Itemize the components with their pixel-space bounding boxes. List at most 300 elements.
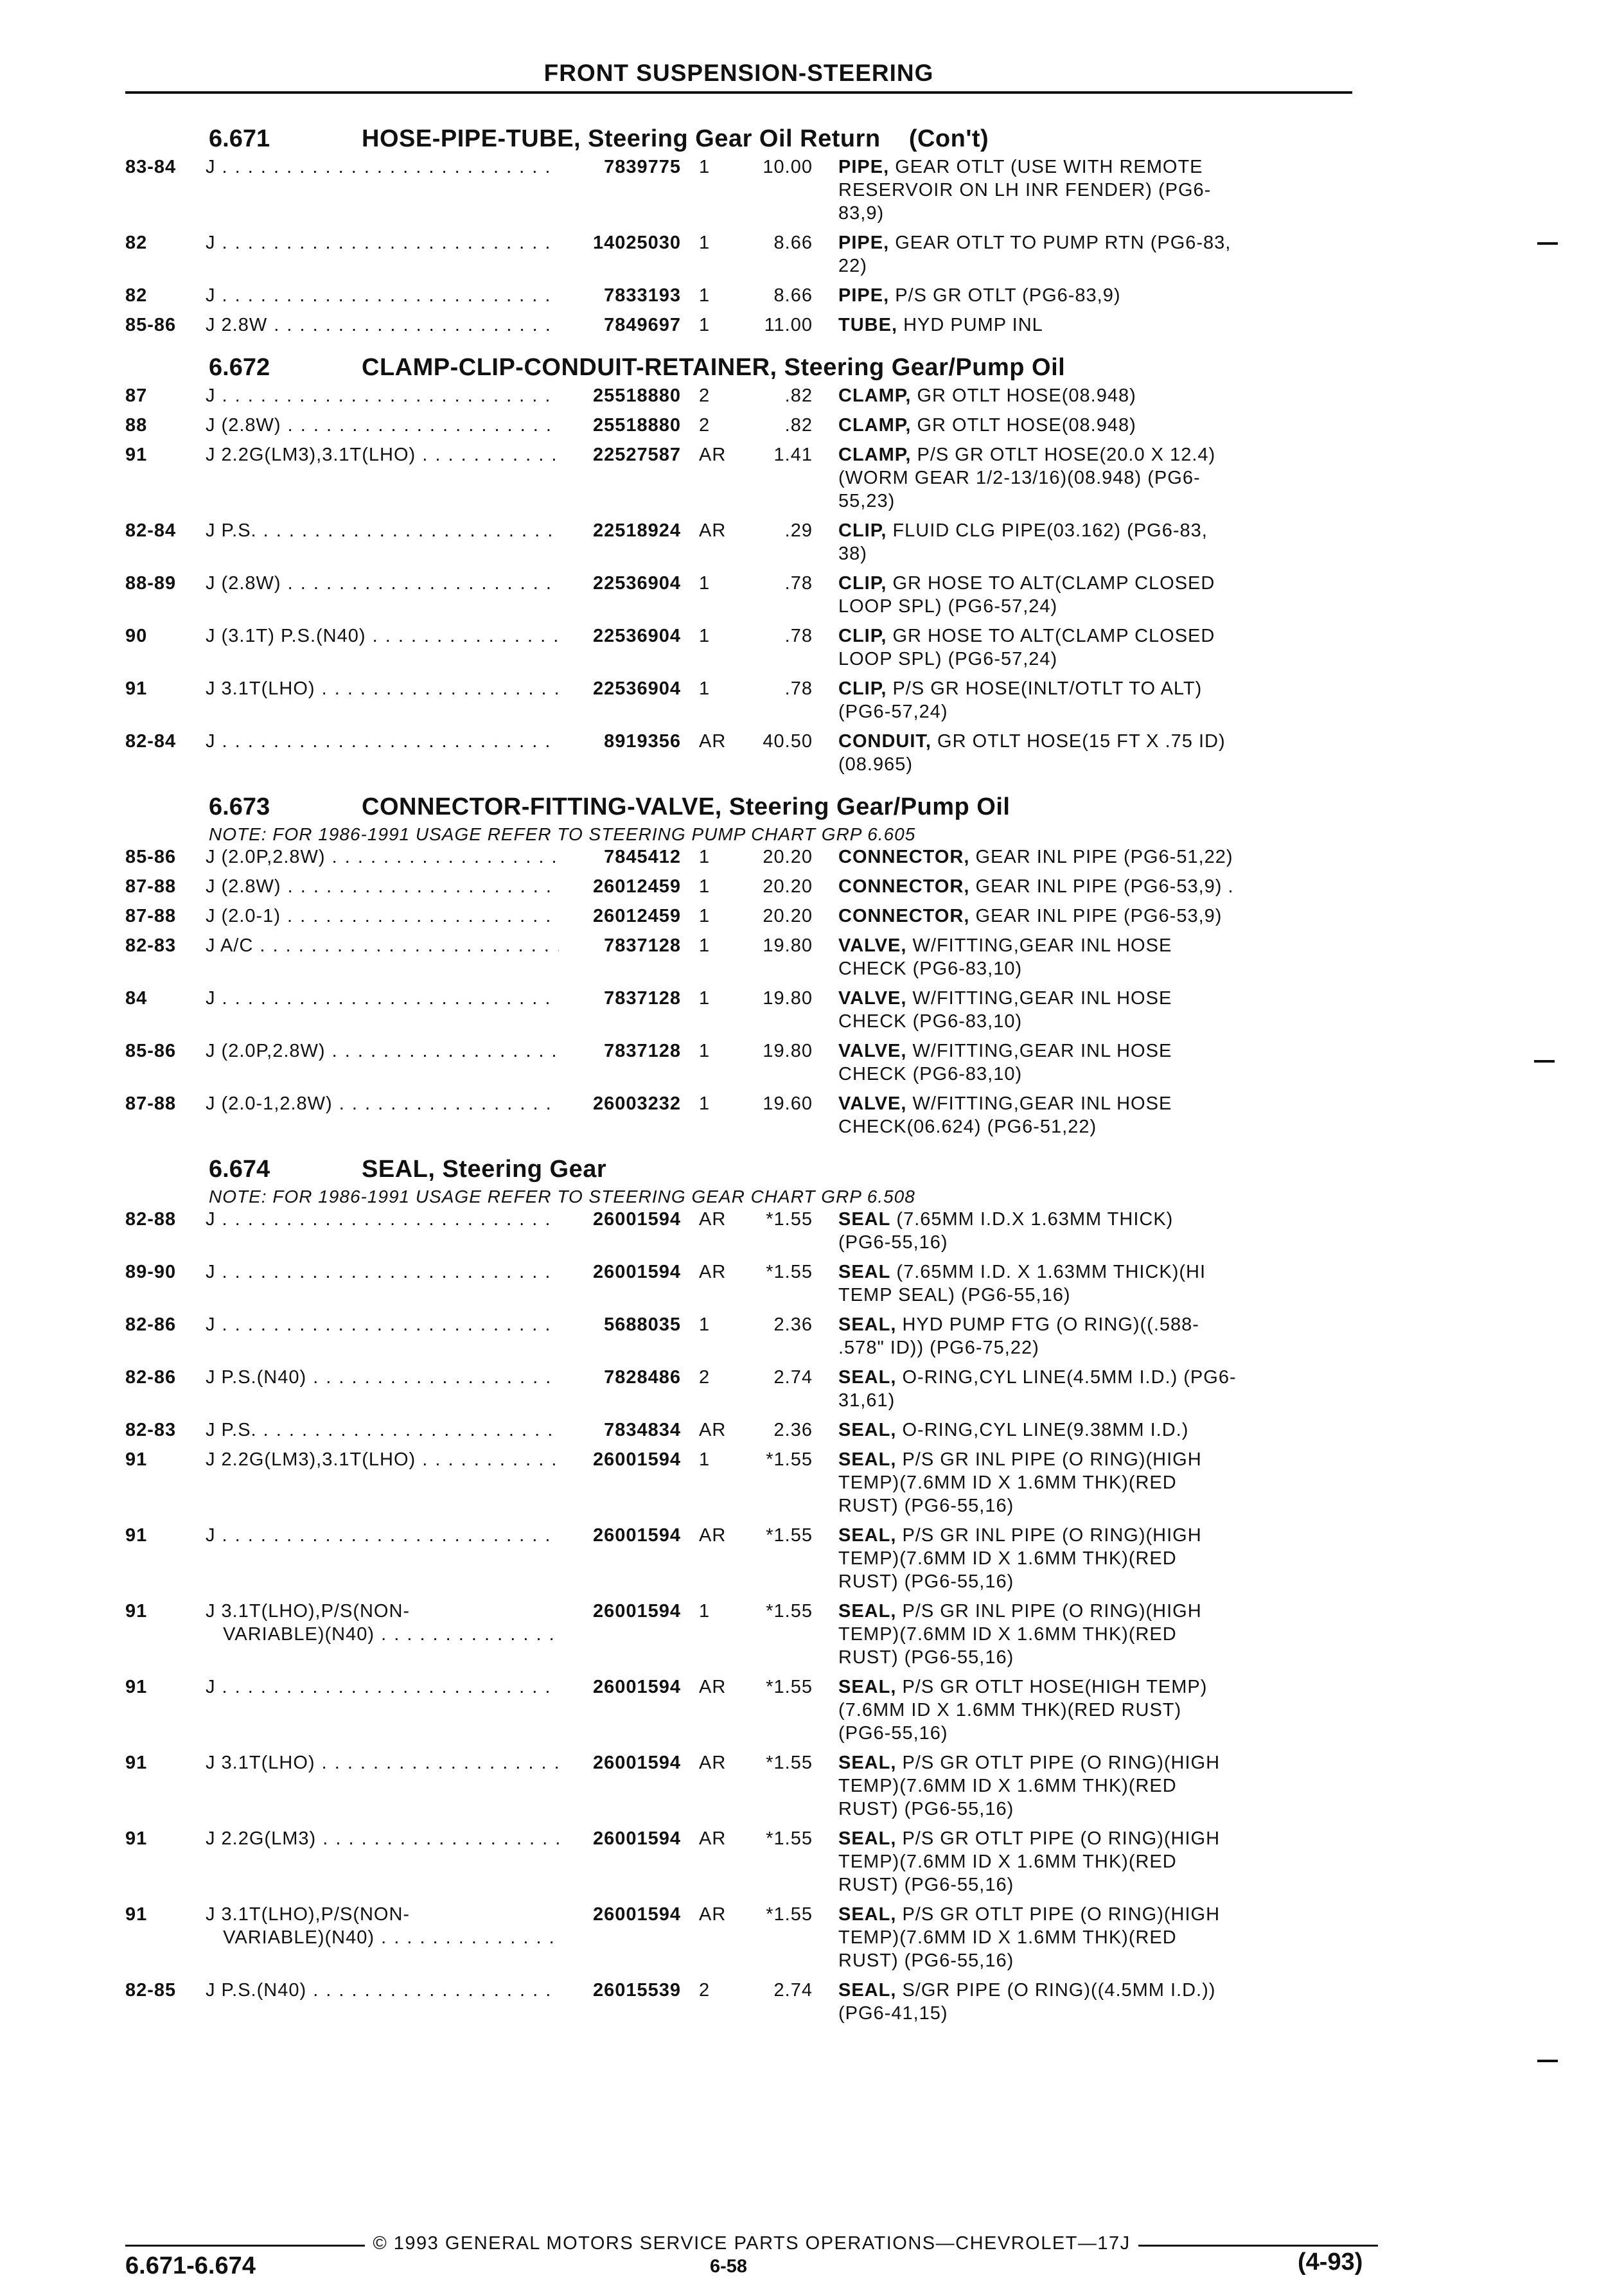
part-type: SEAL,	[838, 1420, 897, 1440]
quantity: AR	[699, 1828, 727, 1849]
part-type: SEAL,	[838, 1677, 897, 1697]
part-detail: P/S GR INL PIPE (O RING)(HIGH TEMP)(7.6MM ID X 1.6MM THK)(RED RUST) (PG6-55,16)	[838, 1525, 1202, 1592]
model-year: 90	[125, 626, 148, 646]
part-detail: P/S GR INL PIPE (O RING)(HIGH TEMP)(7.6MM ID X 1.6MM THK)(RED RUST) (PG6-55,16)	[838, 1601, 1202, 1668]
part-row	[125, 1903, 1365, 1972]
part-type: CONNECTOR,	[838, 847, 970, 867]
model-applicability: J . . .	[206, 987, 559, 1033]
part-row	[125, 1751, 1365, 1821]
part-number: 7839775	[604, 157, 681, 177]
part-description	[813, 1313, 1365, 1359]
model-year: 91	[125, 1677, 148, 1697]
model-applicability: J 2.2G(LM3) . . .	[206, 1827, 559, 1896]
quantity: 1	[699, 1041, 710, 1061]
model-year: 91	[125, 1904, 148, 1925]
part-number: 26001594	[592, 1449, 681, 1470]
part-description	[813, 845, 1365, 869]
price: *1.55	[766, 1677, 813, 1697]
model-year: 91	[125, 445, 148, 465]
quantity: 1	[699, 233, 710, 253]
quantity: 1	[699, 315, 710, 335]
part-row	[125, 284, 1365, 307]
part-number: 14025030	[592, 233, 681, 253]
quantity: AR	[699, 1262, 727, 1282]
part-row	[125, 1260, 1365, 1307]
part-description	[813, 519, 1365, 565]
price: *1.55	[766, 1828, 813, 1849]
part-type: CONDUIT,	[838, 731, 931, 752]
quantity: AR	[699, 1904, 727, 1925]
model-year: 82-83	[125, 1420, 177, 1440]
part-detail: W/FITTING,GEAR INL HOSE CHECK (PG6-83,10)	[838, 988, 1172, 1032]
part-number: 7849697	[604, 315, 681, 335]
model-applicability: J 2.2G(LM3),3.1T(LHO) . . .	[206, 443, 559, 513]
section-title: SEAL, Steering Gear	[362, 1156, 607, 1183]
part-row	[125, 1675, 1365, 1745]
part-row	[125, 1979, 1365, 2025]
part-row	[125, 845, 1365, 869]
part-description	[813, 905, 1365, 928]
section-heading	[209, 351, 1365, 384]
part-row	[125, 1418, 1365, 1442]
part-description	[813, 1675, 1365, 1745]
model-year: 83-84	[125, 157, 177, 177]
part-type: CONNECTOR,	[838, 876, 970, 897]
part-description	[813, 1448, 1365, 1517]
model-applicability: J P.S. . . .	[206, 519, 559, 565]
part-description	[813, 1827, 1365, 1896]
part-detail: HYD PUMP FTG (O RING)((.588- .578" ID)) (PG6-75,22)	[838, 1314, 1199, 1358]
model-year: 91	[125, 1828, 148, 1849]
part-number: 26015539	[592, 1980, 681, 2001]
price: 8.66	[773, 233, 813, 253]
part-type: CONNECTOR,	[838, 906, 970, 926]
part-row	[125, 987, 1365, 1033]
model-year: 91	[125, 1449, 148, 1470]
price: 20.20	[763, 847, 813, 867]
part-number: 26012459	[592, 876, 681, 897]
part-detail: P/S GR INL PIPE (O RING)(HIGH TEMP)(7.6MM ID X 1.6MM THK)(RED RUST) (PG6-55,16)	[838, 1449, 1202, 1516]
part-description	[813, 1208, 1365, 1254]
part-description	[813, 572, 1365, 618]
quantity: AR	[699, 1753, 727, 1773]
part-description	[813, 1092, 1365, 1138]
price: 8.66	[773, 285, 813, 306]
part-row	[125, 730, 1365, 776]
part-row	[125, 1208, 1365, 1254]
part-row	[125, 231, 1365, 278]
part-detail: GR HOSE TO ALT(CLAMP CLOSED LOOP SPL) (PG6-57,24)	[838, 626, 1215, 669]
part-number: 22536904	[592, 678, 681, 699]
part-detail: GEAR INL PIPE (PG6-53,9) .	[975, 876, 1234, 897]
part-description	[813, 1039, 1365, 1086]
part-number: 26001594	[592, 1753, 681, 1773]
quantity: 1	[699, 847, 710, 867]
model-year: 87-88	[125, 1093, 177, 1114]
part-type: CLIP,	[838, 573, 887, 594]
part-detail: GEAR OTLT TO PUMP RTN (PG6-83, 22)	[838, 233, 1231, 276]
part-type: SEAL,	[838, 1449, 897, 1470]
part-number: 26012459	[592, 906, 681, 926]
page-title: FRONT SUSPENSION-STEERING	[125, 55, 1352, 94]
model-applicability: J . . .	[206, 1524, 559, 1593]
part-row	[125, 1366, 1365, 1412]
model-year: 84	[125, 988, 148, 1009]
part-row	[125, 905, 1365, 928]
model-applicability: J A/C . . .	[206, 934, 559, 980]
part-description	[813, 987, 1365, 1033]
section-number: 6.673	[209, 793, 270, 820]
part-description	[813, 414, 1365, 437]
section-title: HOSE-PIPE-TUBE, Steering Gear Oil Return (Con't)	[362, 125, 989, 152]
model-applicability: J . . .	[206, 1260, 559, 1307]
model-year: 91	[125, 1753, 148, 1773]
quantity: 2	[699, 1367, 710, 1388]
price: 2.74	[773, 1367, 813, 1388]
part-detail: GR OTLT HOSE(15 FT X .75 ID) (08.965)	[838, 731, 1226, 775]
model-applicability: J . . .	[206, 231, 559, 278]
model-applicability: J . . .	[206, 730, 559, 776]
price: 19.60	[763, 1093, 813, 1114]
footer-date: (4-93)	[1298, 2249, 1363, 2276]
quantity: 1	[699, 285, 710, 306]
model-year: 87	[125, 385, 148, 406]
part-row	[125, 1827, 1365, 1896]
quantity: AR	[699, 1209, 727, 1230]
part-number: 22518924	[592, 520, 681, 541]
part-number: 7833193	[604, 285, 681, 306]
quantity: 1	[699, 906, 710, 926]
part-row	[125, 1092, 1365, 1138]
price: .29	[784, 520, 813, 541]
part-row	[125, 1313, 1365, 1359]
model-year: 82	[125, 285, 148, 306]
model-applicability: J . . .	[206, 284, 559, 307]
model-applicability: J 3.1T(LHO) . . .	[206, 677, 559, 723]
model-year: 82-83	[125, 935, 177, 956]
model-year: 82-85	[125, 1980, 177, 2001]
footer-copyright: © 1993 GENERAL MOTORS SERVICE PARTS OPERATIONS—CHEVROLET—17J	[365, 2233, 1138, 2254]
part-row	[125, 1600, 1365, 1669]
part-type: VALVE,	[838, 935, 907, 956]
part-number: 25518880	[592, 415, 681, 436]
model-year: 82	[125, 233, 148, 253]
part-type: VALVE,	[838, 1041, 907, 1061]
model-year: 82-84	[125, 731, 177, 752]
price: 2.36	[773, 1314, 813, 1335]
part-type: PIPE,	[838, 157, 890, 177]
part-detail: P/S GR OTLT HOSE(20.0 X 12.4) (WORM GEAR 1/2-13/16)(08.948) (PG6- 55,23)	[838, 445, 1216, 511]
margin-mark	[1534, 1060, 1555, 1063]
model-year: 91	[125, 678, 148, 699]
part-number: 26001594	[592, 1601, 681, 1622]
part-row	[125, 875, 1365, 898]
part-row	[125, 934, 1365, 980]
model-applicability: J . . .	[206, 1208, 559, 1254]
quantity: 2	[699, 385, 710, 406]
quantity: AR	[699, 1420, 727, 1440]
model-applicability: J . . .	[206, 1675, 559, 1745]
part-description	[813, 1366, 1365, 1412]
part-detail: P/S GR OTLT PIPE (O RING)(HIGH TEMP)(7.6MM ID X 1.6MM THK)(RED RUST) (PG6-55,16)	[838, 1904, 1221, 1971]
parts-list	[125, 108, 1365, 2031]
part-number: 5688035	[604, 1314, 681, 1335]
model-applicability: J P.S.(N40) . . .	[206, 1366, 559, 1412]
price: 2.36	[773, 1420, 813, 1440]
price: 40.50	[763, 731, 813, 752]
model-year: 89-90	[125, 1262, 177, 1282]
part-type: SEAL	[838, 1262, 891, 1282]
part-detail: GEAR OTLT (USE WITH REMOTE RESERVOIR ON LH INR FENDER) (PG6- 83,9)	[838, 157, 1212, 224]
part-type: CLIP,	[838, 626, 887, 646]
model-applicability: J (2.0-1,2.8W) . . .	[206, 1092, 559, 1138]
part-row	[125, 572, 1365, 618]
section-heading	[209, 122, 1365, 155]
quantity: 1	[699, 573, 710, 594]
price: 11.00	[764, 315, 813, 335]
part-type: PIPE,	[838, 233, 890, 253]
price: *1.55	[766, 1904, 813, 1925]
part-type: SEAL,	[838, 1828, 897, 1849]
price: 1.41	[773, 445, 813, 465]
part-detail: (7.65MM I.D. X 1.63MM THICK)(HI TEMP SEAL) (PG6-55,16)	[838, 1262, 1206, 1305]
quantity: 1	[699, 157, 710, 177]
model-applicability: J (2.0P,2.8W) . . .	[206, 845, 559, 869]
quantity: 1	[699, 678, 710, 699]
part-description	[813, 1600, 1365, 1669]
part-description	[813, 1524, 1365, 1593]
part-number: 22536904	[592, 626, 681, 646]
part-type: TUBE,	[838, 315, 897, 335]
part-description	[813, 314, 1365, 337]
margin-mark	[1537, 2060, 1558, 2062]
part-description	[813, 1260, 1365, 1307]
part-description	[813, 875, 1365, 898]
section-heading	[209, 790, 1365, 824]
model-applicability: J 2.2G(LM3),3.1T(LHO) . . .	[206, 1448, 559, 1517]
part-detail: W/FITTING,GEAR INL HOSE CHECK (PG6-83,10)	[838, 1041, 1172, 1084]
part-type: CLAMP,	[838, 385, 912, 406]
part-number: 26001594	[592, 1904, 681, 1925]
part-row	[125, 519, 1365, 565]
part-description	[813, 443, 1365, 513]
price: 19.80	[763, 1041, 813, 1061]
footer-copyright-wrap	[125, 2233, 1378, 2254]
part-type: VALVE,	[838, 988, 907, 1009]
part-row	[125, 414, 1365, 437]
part-number: 25518880	[592, 385, 681, 406]
model-applicability: J 3.1T(LHO),P/S(NON- VARIABLE)(N40) . . .	[206, 1903, 559, 1972]
part-type: CLAMP,	[838, 445, 912, 465]
quantity: AR	[699, 520, 727, 541]
part-detail: W/FITTING,GEAR INL HOSE CHECK (PG6-83,10)	[838, 935, 1172, 979]
part-number: 26001594	[592, 1828, 681, 1849]
part-detail: P/S GR OTLT PIPE (O RING)(HIGH TEMP)(7.6MM ID X 1.6MM THK)(RED RUST) (PG6-55,16)	[838, 1753, 1221, 1819]
price: 19.80	[763, 988, 813, 1009]
part-description	[813, 730, 1365, 776]
footer-section-range: 6.671-6.674	[125, 2252, 256, 2279]
part-description	[813, 934, 1365, 980]
part-detail: W/FITTING,GEAR INL HOSE CHECK(06.624) (PG6-51,22)	[838, 1093, 1172, 1137]
model-applicability: J (2.8W) . . .	[206, 875, 559, 898]
part-detail: P/S GR HOSE(INLT/OTLT TO ALT) (PG6-57,24)	[838, 678, 1203, 722]
model-applicability: J (2.0P,2.8W) . . .	[206, 1039, 559, 1086]
part-number: 7837128	[604, 988, 681, 1009]
part-detail: S/GR PIPE (O RING)((4.5MM I.D.)) (PG6-41,15)	[838, 1980, 1216, 2024]
part-type: VALVE,	[838, 1093, 907, 1114]
model-applicability: J 3.1T(LHO),P/S(NON- VARIABLE)(N40) . . .	[206, 1600, 559, 1669]
price: *1.55	[766, 1209, 813, 1230]
model-year: 87-88	[125, 906, 177, 926]
quantity: 1	[699, 1314, 710, 1335]
part-type: SEAL,	[838, 1525, 897, 1546]
section-title: CONNECTOR-FITTING-VALVE, Steering Gear/Pump Oil	[362, 793, 1011, 820]
part-description	[813, 1751, 1365, 1821]
model-applicability: J . . .	[206, 384, 559, 407]
part-type: SEAL	[838, 1209, 891, 1230]
model-year: 85-86	[125, 315, 177, 335]
part-row	[125, 1039, 1365, 1086]
part-type: SEAL,	[838, 1314, 897, 1335]
part-description	[813, 677, 1365, 723]
quantity: AR	[699, 1525, 727, 1546]
part-row	[125, 155, 1365, 225]
part-detail: FLUID CLG PIPE(03.162) (PG6-83, 38)	[838, 520, 1208, 564]
model-applicability: J . . .	[206, 1313, 559, 1359]
footer-page-number: 6-58	[710, 2256, 748, 2277]
part-number: 22536904	[592, 573, 681, 594]
part-description	[813, 624, 1365, 671]
price: .82	[784, 385, 813, 406]
part-number: 26003232	[592, 1093, 681, 1114]
price: *1.55	[766, 1753, 813, 1773]
part-row	[125, 677, 1365, 723]
quantity: 2	[699, 1980, 710, 2001]
part-description	[813, 1903, 1365, 1972]
part-number: 26001594	[592, 1209, 681, 1230]
quantity: 1	[699, 1093, 710, 1114]
part-number: 26001594	[592, 1677, 681, 1697]
quantity: 1	[699, 935, 710, 956]
part-type: SEAL,	[838, 1753, 897, 1773]
model-applicability: J . . .	[206, 155, 559, 225]
model-year: 82-86	[125, 1367, 177, 1388]
model-applicability: J P.S. . . .	[206, 1418, 559, 1442]
price: .78	[784, 626, 813, 646]
part-detail: GEAR INL PIPE (PG6-51,22)	[975, 847, 1233, 867]
price: 20.20	[763, 906, 813, 926]
part-detail: GR OTLT HOSE(08.948)	[917, 415, 1136, 436]
part-type: PIPE,	[838, 285, 890, 306]
price: 20.20	[763, 876, 813, 897]
part-type: SEAL,	[838, 1980, 897, 2001]
quantity: AR	[699, 731, 727, 752]
quantity: AR	[699, 445, 727, 465]
part-row	[125, 1524, 1365, 1593]
price: .82	[784, 415, 813, 436]
part-type: SEAL,	[838, 1601, 897, 1622]
price: 10.00	[763, 157, 813, 177]
quantity: 1	[699, 1449, 710, 1470]
part-detail: O-RING,CYL LINE(9.38MM I.D.)	[902, 1420, 1189, 1440]
part-row	[125, 443, 1365, 513]
part-type: CLIP,	[838, 678, 887, 699]
part-description	[813, 155, 1365, 225]
part-number: 7828486	[604, 1367, 681, 1388]
part-detail: GEAR INL PIPE (PG6-53,9)	[975, 906, 1222, 926]
part-description	[813, 284, 1365, 307]
model-applicability: J P.S.(N40) . . .	[206, 1979, 559, 2025]
part-detail: GR OTLT HOSE(08.948)	[917, 385, 1136, 406]
model-applicability: J (2.8W) . . .	[206, 414, 559, 437]
part-number: 8919356	[604, 731, 681, 752]
part-type: CLAMP,	[838, 415, 912, 436]
price: *1.55	[766, 1449, 813, 1470]
part-row	[125, 384, 1365, 407]
part-number: 7837128	[604, 935, 681, 956]
model-applicability: J (2.0-1) . . .	[206, 905, 559, 928]
part-detail: O-RING,CYL LINE(4.5MM I.D.) (PG6- 31,61)	[838, 1367, 1237, 1411]
model-applicability: J (3.1T) P.S.(N40) . . .	[206, 624, 559, 671]
part-number: 22527587	[592, 445, 681, 465]
section-note: NOTE: FOR 1986-1991 USAGE REFER TO STEERING GEAR CHART GRP 6.508	[209, 1187, 915, 1206]
section-heading	[209, 1153, 1365, 1186]
part-detail: (7.65MM I.D.X 1.63MM THICK) (PG6-55,16)	[838, 1209, 1174, 1253]
quantity: 1	[699, 1601, 710, 1622]
part-type: CLIP,	[838, 520, 887, 541]
part-detail: HYD PUMP INL	[903, 315, 1043, 335]
model-year: 85-86	[125, 847, 177, 867]
quantity: 1	[699, 626, 710, 646]
section-note: NOTE: FOR 1986-1991 USAGE REFER TO STEERING PUMP CHART GRP 6.605	[209, 824, 916, 844]
price: *1.55	[766, 1262, 813, 1282]
part-row	[125, 624, 1365, 671]
part-number: 26001594	[592, 1525, 681, 1546]
model-year: 82-84	[125, 520, 177, 541]
model-year: 87-88	[125, 876, 177, 897]
model-year: 82-86	[125, 1314, 177, 1335]
price: .78	[784, 573, 813, 594]
section-title: CLAMP-CLIP-CONDUIT-RETAINER, Steering Gear/Pump Oil	[362, 354, 1066, 381]
model-year: 88-89	[125, 573, 177, 594]
section-number: 6.674	[209, 1156, 270, 1183]
part-number: 7845412	[604, 847, 681, 867]
quantity: 1	[699, 988, 710, 1009]
part-detail: P/S GR OTLT PIPE (O RING)(HIGH TEMP)(7.6MM ID X 1.6MM THK)(RED RUST) (PG6-55,16)	[838, 1828, 1221, 1895]
model-applicability: J (2.8W) . . .	[206, 572, 559, 618]
model-year: 88	[125, 415, 148, 436]
model-applicability: J 2.8W . . .	[206, 314, 559, 337]
model-year: 85-86	[125, 1041, 177, 1061]
part-number: 7834834	[604, 1420, 681, 1440]
part-number: 26001594	[592, 1262, 681, 1282]
quantity: 2	[699, 415, 710, 436]
part-type: SEAL,	[838, 1367, 897, 1388]
part-detail: P/S GR OTLT HOSE(HIGH TEMP) (7.6MM ID X 1.6MM THK)(RED RUST) (PG6-55,16)	[838, 1677, 1208, 1744]
section-number: 6.671	[209, 125, 270, 152]
price: *1.55	[766, 1601, 813, 1622]
part-type: SEAL,	[838, 1904, 897, 1925]
part-row	[125, 1448, 1365, 1517]
model-year: 91	[125, 1601, 148, 1622]
part-description	[813, 384, 1365, 407]
price: .78	[784, 678, 813, 699]
part-description	[813, 1418, 1365, 1442]
part-description	[813, 1979, 1365, 2025]
price: 19.80	[763, 935, 813, 956]
price: 2.74	[773, 1980, 813, 2001]
part-number: 7837128	[604, 1041, 681, 1061]
